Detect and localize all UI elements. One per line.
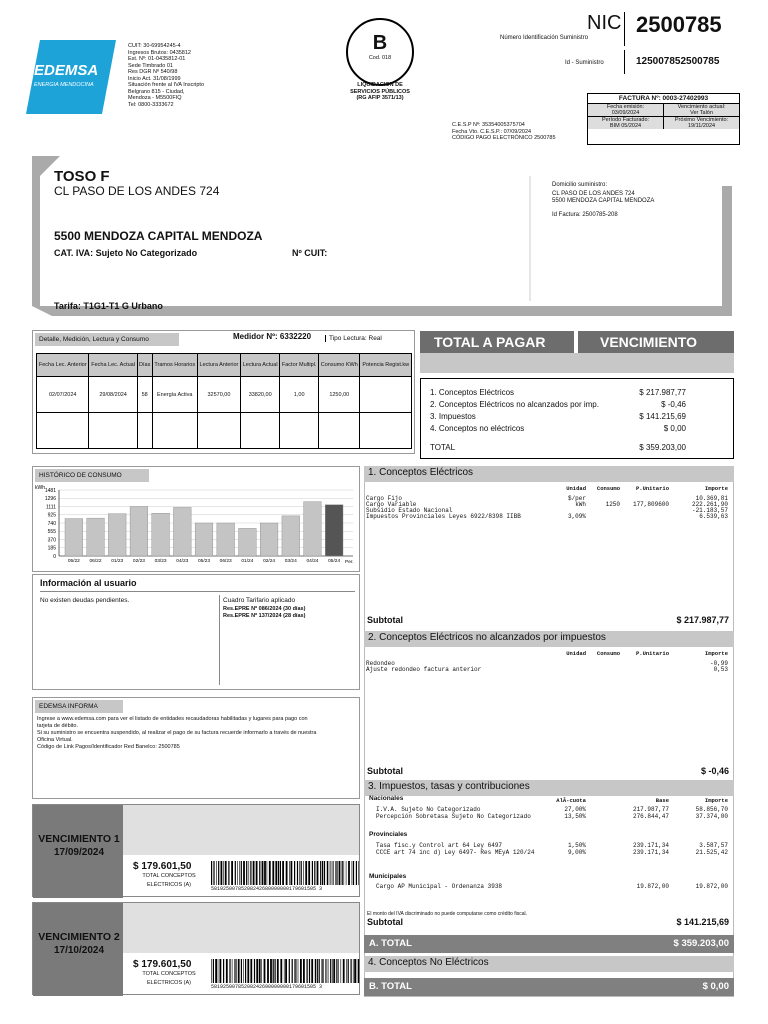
section3-columns [364, 797, 734, 805]
chart-bar [195, 523, 213, 556]
column-header: P.Unitario [635, 485, 669, 492]
chart-unit-label: kWh [35, 485, 45, 491]
detail-cell-empty [319, 413, 360, 449]
concept-value-i: 37.374,00 [695, 813, 728, 820]
cesp-line: Fecha Vto. C.E.S.P.: 07/09/2024 [452, 128, 532, 135]
informa-title: EDEMSA INFORMA [35, 700, 123, 713]
total-item-label: 3. Impuestos [430, 412, 476, 421]
concept-label: Tasa fisc.y Control art 64 Ley 6497 [376, 842, 503, 849]
detail-cell [360, 377, 412, 413]
detail-col-header: Fecha Lec. Anterior [37, 354, 89, 377]
total-item-row [430, 423, 686, 435]
total-a-pagar-header: TOTAL A PAGAR [420, 331, 574, 353]
info-title: Información al usuario [40, 578, 137, 588]
venc2-barcode-number: 58192500785208242690000000179601505 3 [211, 984, 323, 990]
invoice-code: Cod. 018 [368, 55, 392, 61]
section2-subtotal [367, 766, 729, 776]
company-info-line: Belgrano 815 - Ciudad, [128, 88, 185, 95]
detail-cell-empty [152, 413, 197, 449]
concept-value-a: 1,50% [567, 842, 586, 849]
company-logo [26, 40, 116, 114]
chart-y-tick: 1111 [45, 504, 56, 511]
nic-label: NIC [587, 12, 622, 34]
concept-label: Redondeo [366, 660, 395, 667]
concept-label: Subsidio Estado Nacional [366, 507, 453, 514]
column-header: Consumo [596, 650, 620, 657]
chart-x-tick: 02/23 [132, 559, 145, 564]
periodo-label: Período Facturado: [601, 117, 650, 123]
id-suministro-value: 125007852500785 [636, 56, 720, 67]
id-suministro-label: Id - Suministro [565, 60, 604, 66]
concept-value-i: 3.587,57 [699, 842, 728, 849]
concept-value-i: -21.183,57 [691, 507, 728, 514]
company-info-line: Res DGR Nº 540/98 [128, 69, 178, 75]
chart-y-tick: 1481 [44, 487, 56, 494]
venc1-amount: $ 179.601,50 [133, 861, 192, 872]
detail-cell-empty [241, 413, 280, 449]
chart-bar [152, 513, 170, 556]
info-deudas: No existen deudas pendientes. [40, 597, 130, 604]
chart-bar [260, 523, 278, 556]
venc1-sub1: TOTAL CONCEPTOS [142, 873, 196, 879]
column-header: Unidad [566, 485, 586, 492]
vencimiento-header: VENCIMIENTO [578, 331, 734, 353]
chart-x-tick: 05/24 [328, 559, 341, 564]
a-total-bar [364, 935, 734, 953]
detail-cell-empty [360, 413, 412, 449]
prox-venc-label: Próximo Vencimiento: [674, 117, 729, 123]
concept-value-i: 19.872,00 [695, 883, 728, 890]
concept-value-b: 239.171,34 [632, 849, 669, 856]
section3-subtotal [367, 917, 729, 927]
invoice-letter: B [372, 32, 388, 54]
chart-x-tick: 04/24 [306, 559, 319, 564]
customer-cuit: Nº CUIT: [292, 248, 328, 258]
section4-title: 4. Conceptos No Eléctricos [364, 956, 734, 972]
customer-city: 5500 MENDOZA CAPITAL MENDOZA [54, 229, 263, 243]
venc-actual-label: Vencimiento actual: [677, 104, 726, 110]
detail-col-header: Fecha Lec. Actual [89, 354, 137, 377]
column-header: Importe [704, 797, 728, 804]
column-header: Unidad [566, 650, 586, 657]
prox-venc: 19/11/2024 [687, 123, 716, 129]
venc2-label: VENCIMIENTO 2 [38, 931, 120, 943]
section3-title: 3. Impuestos, tasas y contribuciones [364, 780, 734, 796]
fecha-emision: 03/09/2024 [611, 110, 640, 116]
section1-rows [364, 495, 734, 527]
liquidacion-line: (RG AFIP 3571/13) [356, 95, 404, 101]
total-item-value: $ -0,46 [661, 400, 686, 409]
total-item-value: $ 0,00 [663, 424, 686, 433]
cesp-info [452, 122, 556, 142]
tipo-lectura: Tipo Lectura: Real [325, 335, 382, 342]
a-total-label: A. TOTAL [369, 938, 412, 949]
chart-bar [87, 518, 105, 556]
concept-value-b: 19.872,00 [636, 883, 669, 890]
detail-cell: 33820,00 [241, 377, 280, 413]
chart-x-tick: 03/24 [284, 559, 297, 564]
concept-label: Cargo AP Municipal - Ordenanza 3938 [376, 883, 503, 890]
section1-columns [364, 485, 734, 493]
cuadro-title: Cuadro Tarifario aplicado [223, 597, 296, 604]
detail-table [36, 353, 412, 449]
concept-label: Ajuste redondeo factura anterior [366, 666, 482, 673]
detail-cell-empty [89, 413, 137, 449]
customer-cat-iva: CAT. IVA: Sujeto No Categorizado [54, 248, 198, 258]
column-header: Importe [704, 485, 728, 492]
concept-label: CCCE art 74 inc d) Ley 6497- Res MEyA 120/24 [376, 849, 535, 856]
total-item-label: 1. Conceptos Eléctricos [430, 388, 515, 397]
chart-bar [304, 502, 322, 556]
concept-value-u: 3,09% [567, 513, 586, 520]
chart-bar [173, 507, 191, 556]
section3-municipales-rows [364, 883, 734, 891]
chart-y-tick: 185 [47, 545, 56, 552]
venc2-amount: $ 179.601,50 [133, 959, 192, 970]
total-item-row [430, 411, 686, 423]
customer-address: CL PASO DE LOS ANDES 724 [54, 184, 220, 198]
informa-line: tarjeta de débito. [37, 723, 78, 729]
detail-col-header: Factor Multipl. [280, 354, 319, 377]
chart-bar [65, 519, 83, 556]
detail-cell: Energía Activa [152, 377, 197, 413]
concept-value-q: 1250 [605, 501, 620, 508]
detail-col-header: Potencia Regist.kw [360, 354, 412, 377]
factura-box [587, 93, 740, 145]
concept-value-u: kWh [575, 501, 586, 508]
chart-bar [282, 516, 300, 556]
venc2-barcode [211, 959, 361, 983]
cuadro-res-2: Res.EPRE Nº 137/2024 (28 días) [223, 613, 306, 619]
venc1-barcode [211, 861, 361, 885]
detail-cell: 1250,00 [319, 377, 360, 413]
total-sum-label: TOTAL [430, 443, 456, 452]
domicilio-line1: CL PASO DE LOS ANDES 724 [552, 191, 635, 197]
section2-subtotal-value: $ -0,46 [700, 766, 729, 776]
chart-y-tick: 1296 [44, 496, 56, 503]
concept-value-a: 9,00% [567, 849, 586, 856]
company-info [128, 43, 204, 108]
medidor: Medidor Nº: 6332220 [233, 332, 312, 341]
liquidacion-label [340, 82, 420, 102]
cesp-line: C.E.S.P Nº: 35354005375704 [452, 122, 525, 128]
chart-x-tick: 02/24 [263, 559, 276, 564]
historico-section [32, 466, 360, 572]
concept-value-i: 58.856,70 [695, 806, 728, 813]
chart-bar [108, 514, 126, 556]
informa-line: Código de Link Pagos/Identificador Red Banelco: 2500785 [37, 744, 180, 750]
customer-tarifa: Tarifa: T1G1-T1 G Urbano [54, 301, 163, 311]
detail-cell: 02/07/2024 [37, 377, 89, 413]
detail-col-header: Días [137, 354, 152, 377]
detail-section [32, 330, 415, 454]
logo-subtext: ENERGIA MENDOCINA [34, 82, 94, 88]
historico-title: HISTÓRICO DE CONSUMO [35, 469, 149, 482]
chart-x-tick: 01/23 [111, 559, 124, 564]
detail-cell: 58 [137, 377, 152, 413]
concept-value-b: 239.171,34 [632, 842, 669, 849]
b-total-label: B. TOTAL [369, 981, 412, 992]
concept-value-i: 10.369,81 [695, 495, 728, 502]
historico-chart [33, 484, 359, 572]
chart-x-tick: 05/22 [67, 559, 80, 564]
nic-description: Número Identificación Suministro [500, 35, 589, 41]
cuadro-res-1: Res.EPRE Nº 086/2024 (30 días) [223, 606, 306, 612]
informa-line: Si su suministro se encuentra suspendido, al realizar el pago de su factura recuerde informarlo a través de nuestra [37, 730, 317, 736]
detail-cell-empty [197, 413, 240, 449]
chart-y-tick: 555 [47, 529, 56, 536]
liquidacion-line: SERVICIOS PÚBLICOS [350, 88, 410, 95]
total-item-value: $ 217.987,77 [639, 388, 686, 397]
total-item-label: 4. Conceptos no eléctricos [430, 424, 525, 433]
chart-y-tick: 740 [47, 520, 56, 527]
info-section [32, 574, 360, 690]
cesp-line: CÓDIGO PAGO ELECTRÓNICO 2500785 [452, 135, 556, 141]
periodo: BIM 05/2024 [609, 123, 642, 129]
detail-col-header: Tramos Horarios [152, 354, 197, 377]
chart-period-label: Per. [345, 560, 354, 565]
section3-note: El monto del IVA discriminado no puede computarse como crédito fiscal. [367, 911, 527, 917]
fecha-emision-label: Fecha emisión: [606, 104, 645, 110]
liquidacion-line: LIQUIDACION DE [357, 82, 403, 88]
venc1-sub2: ELÉCTRICOS (A) [146, 882, 191, 888]
concept-value-a: 13,50% [564, 813, 586, 820]
section2-subtotal-label: Subtotal [367, 766, 403, 776]
column-header: AlÃ-cuota [556, 797, 586, 804]
chart-x-tick: 05/23 [197, 559, 211, 564]
detail-col-header: Consumo KWh [319, 354, 360, 377]
venc-actual: Ver Talón [690, 110, 713, 116]
section3-nacionales-label: Nacionales [369, 795, 404, 802]
section3-nacionales-rows [364, 806, 734, 822]
column-header: Consumo [596, 485, 620, 492]
venc1-label: VENCIMIENTO 1 [38, 833, 120, 845]
detail-cell-empty [137, 413, 152, 449]
concept-value-u: $/per [567, 495, 586, 502]
domicilio-line2: 5500 MENDOZA CAPITAL MENDOZA [552, 198, 655, 204]
section3-subtotal-value: $ 141.215,69 [676, 917, 729, 927]
chart-bar [217, 523, 235, 556]
section1-subtotal [367, 615, 729, 625]
chart-bar [130, 507, 148, 556]
detail-cell-empty [280, 413, 319, 449]
venc2-sub2: ELÉCTRICOS (A) [146, 980, 191, 986]
total-item-value: $ 141.215,69 [639, 412, 686, 421]
section1-subtotal-value: $ 217.987,77 [676, 615, 729, 625]
concept-value-i: -0,99 [709, 660, 728, 667]
concept-label: Cargo Variable [366, 501, 417, 508]
total-item-label: 2. Conceptos Eléctricos no alcanzados por imp. [430, 400, 599, 409]
concept-value-i: 222.261,90 [691, 501, 728, 508]
logo-text: EDEMSA [34, 62, 99, 79]
company-info-line: Mendoza - M5500FIQ [128, 95, 182, 101]
customer-name: TOSO F [54, 168, 110, 185]
venc1-barcode-number: 58192500785208242680000000179601505 3 [211, 886, 323, 892]
section1-subtotal-label: Subtotal [367, 615, 403, 625]
detail-col-header: Lectura Actual [241, 354, 280, 377]
chart-x-tick: 01/24 [241, 559, 254, 564]
informa-line: Oficina Virtual. [37, 737, 73, 743]
company-info-line: Est. Nº: 01-0435812-01 [128, 56, 186, 62]
column-header: Importe [704, 650, 728, 657]
concept-value-i: 6.539,63 [699, 513, 728, 520]
section2-rows [364, 660, 734, 678]
concept-value-p: 177,809600 [632, 501, 669, 508]
column-header: P.Unitario [635, 650, 669, 657]
detail-cell: 32570,00 [197, 377, 240, 413]
section3-subtotal-label: Subtotal [367, 917, 403, 927]
concept-label: Percepción Sobretasa Sujeto No Categorizado [376, 813, 531, 820]
factura-number: FACTURA Nº: 0003-27402993 [588, 94, 739, 104]
concept-label: Impuestos Provinciales Leyes 6922/8398 IIBB [366, 513, 521, 520]
informa-line: Ingrese a www.edemsa.com para ver el listado de entidades recaudadoras habilitadas y lugares para pago con [37, 716, 308, 722]
detail-cell: 1,00 [280, 377, 319, 413]
company-info-line: CUIT: 30-69954245-4 [128, 43, 181, 49]
concept-value-b: 276.844,47 [632, 813, 669, 820]
venc1-stub [32, 804, 360, 897]
venc1-date: 17/09/2024 [53, 847, 105, 858]
chart-y-tick: 370 [47, 537, 56, 544]
chart-y-tick: 0 [53, 553, 56, 560]
chart-x-tick: 03/23 [154, 559, 167, 564]
detail-cell-empty [37, 413, 89, 449]
nic-divider [624, 12, 625, 46]
company-info-line: Tel: 0800-3333672 [128, 101, 174, 108]
domicilio-label: Domicilio suministro: [552, 182, 608, 188]
concept-value-a: 27,00% [564, 806, 586, 813]
company-info-line: Sede Timbrado 01 [128, 62, 173, 69]
detail-cell: 29/08/2024 [89, 377, 137, 413]
section3-provinciales-label: Provinciales [369, 831, 408, 838]
b-total-value: $ 0,00 [702, 981, 729, 992]
column-header: Base [655, 797, 669, 804]
total-summary-box [420, 378, 734, 459]
section1-title: 1. Conceptos Eléctricos [364, 466, 734, 482]
id-divider [624, 50, 625, 74]
section3-provinciales-rows [364, 842, 734, 858]
detail-title: Detalle, Medición, Lectura y Consumo [35, 333, 179, 346]
chart-y-tick: 925 [47, 512, 56, 519]
total-item-row [430, 399, 686, 411]
chart-x-tick: 04/23 [176, 559, 189, 564]
venc2-date: 17/10/2024 [53, 945, 105, 956]
concept-value-i: 21.525,42 [695, 849, 728, 856]
id-factura: Id Factura: 2500785-208 [552, 212, 618, 218]
chart-bar [239, 528, 257, 556]
company-info-line: Inicio Act. 31/08/1999 [128, 75, 181, 82]
b-total-bar [364, 978, 734, 996]
venc2-sub1: TOTAL CONCEPTOS [142, 971, 196, 977]
company-info-line: Ingresos Brutos: 0435812 [128, 49, 191, 56]
chart-bar [325, 505, 343, 556]
invoice-letter-circle [346, 18, 414, 86]
total-sum-value: $ 359.203,00 [639, 443, 686, 452]
nic-value: 2500785 [636, 12, 722, 37]
section3-municipales-label: Municipales [369, 873, 407, 880]
total-header-underline [420, 353, 734, 373]
concept-label: Cargo Fijo [366, 495, 403, 502]
concept-label: I.V.A. Sujeto No Categorizado [376, 806, 481, 813]
company-info-line: Situación frente al IVA Inscripto [128, 82, 205, 88]
chart-x-tick: 06/22 [89, 559, 102, 564]
concept-value-i: 0,53 [713, 666, 728, 673]
informa-section [32, 697, 360, 799]
section2-columns [364, 650, 734, 658]
chart-x-tick: 06/23 [219, 559, 232, 564]
section2-title: 2. Conceptos Eléctricos no alcanzados por impuestos [364, 631, 734, 647]
a-total-value: $ 359.203,00 [673, 938, 729, 949]
detail-col-header: Lectura Anterior [197, 354, 240, 377]
concept-value-b: 217.987,77 [632, 806, 669, 813]
venc2-stub [32, 902, 360, 995]
total-item-row [430, 387, 686, 399]
